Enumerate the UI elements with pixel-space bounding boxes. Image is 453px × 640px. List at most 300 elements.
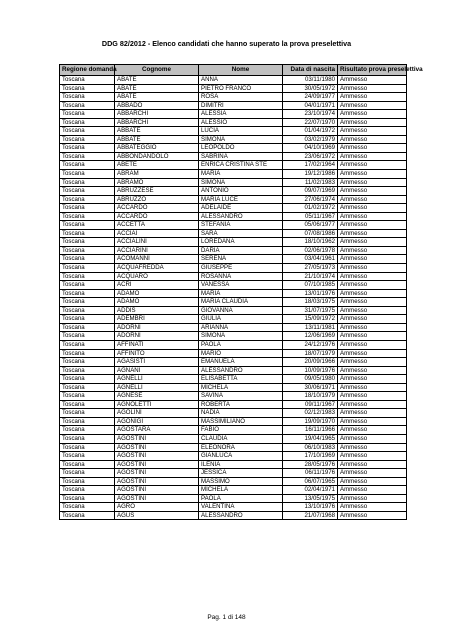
- cell-birthdate: 11/02/1983: [283, 178, 338, 187]
- cell-region: Toscana: [60, 409, 115, 418]
- header-surname: Cognome: [115, 65, 199, 76]
- cell-birthdate: 01/02/1972: [283, 204, 338, 213]
- cell-result: Ammesso: [338, 101, 407, 110]
- cell-birthdate: 07/10/1985: [283, 281, 338, 290]
- cell-birthdate: 19/09/1970: [283, 417, 338, 426]
- table-row: [60, 306, 407, 315]
- cell-result: Ammesso: [338, 340, 407, 349]
- cell-region: Toscana: [60, 494, 115, 503]
- cell-birthdate: 12/06/1969: [283, 332, 338, 341]
- cell-name: MARIO: [199, 349, 283, 358]
- cell-result: Ammesso: [338, 400, 407, 409]
- cell-birthdate: 09/11/1967: [283, 400, 338, 409]
- cell-result: Ammesso: [338, 264, 407, 273]
- cell-name: JESSICA: [199, 469, 283, 478]
- cell-surname: AFFINITO: [115, 349, 199, 358]
- cell-result: Ammesso: [338, 127, 407, 136]
- cell-birthdate: 21/10/1974: [283, 272, 338, 281]
- cell-region: Toscana: [60, 204, 115, 213]
- cell-region: Toscana: [60, 469, 115, 478]
- cell-surname: ACQUAFREDDA: [115, 264, 199, 273]
- cell-region: Toscana: [60, 323, 115, 332]
- table-row: [60, 221, 407, 230]
- cell-birthdate: 30/06/1971: [283, 383, 338, 392]
- cell-surname: ADAMO: [115, 298, 199, 307]
- cell-region: Toscana: [60, 375, 115, 384]
- cell-surname: AGOLINI: [115, 409, 199, 418]
- table-row: [60, 93, 407, 102]
- cell-surname: AGUS: [115, 511, 199, 520]
- table-row: [60, 392, 407, 401]
- cell-region: Toscana: [60, 332, 115, 341]
- cell-region: Toscana: [60, 392, 115, 401]
- cell-birthdate: 23/10/1974: [283, 110, 338, 119]
- cell-birthdate: 06/07/1965: [283, 477, 338, 486]
- cell-surname: ACCIALINI: [115, 238, 199, 247]
- cell-surname: AGNESE: [115, 392, 199, 401]
- table-row: [60, 229, 407, 238]
- cell-result: Ammesso: [338, 76, 407, 85]
- cell-region: Toscana: [60, 281, 115, 290]
- cell-region: Toscana: [60, 417, 115, 426]
- cell-name: SERENA: [199, 255, 283, 264]
- table-row: [60, 152, 407, 161]
- table-row: [60, 460, 407, 469]
- cell-region: Toscana: [60, 229, 115, 238]
- cell-result: Ammesso: [338, 272, 407, 281]
- cell-name: LOREDANA: [199, 238, 283, 247]
- table-row: [60, 127, 407, 136]
- cell-name: ALESSANDRO: [199, 212, 283, 221]
- cell-surname: ADAMO: [115, 289, 199, 298]
- cell-name: GIULIA: [199, 315, 283, 324]
- cell-name: ALESSANDRO: [199, 366, 283, 375]
- cell-name: MASSIMILIANO: [199, 417, 283, 426]
- cell-result: Ammesso: [338, 195, 407, 204]
- cell-result: Ammesso: [338, 170, 407, 179]
- cell-birthdate: 27/05/1973: [283, 264, 338, 273]
- cell-name: VANESSA: [199, 281, 283, 290]
- cell-name: MARIA CLAUDIA: [199, 298, 283, 307]
- cell-surname: ABATE: [115, 93, 199, 102]
- cell-result: Ammesso: [338, 118, 407, 127]
- cell-result: Ammesso: [338, 494, 407, 503]
- cell-surname: ABATE: [115, 84, 199, 93]
- cell-region: Toscana: [60, 477, 115, 486]
- cell-region: Toscana: [60, 178, 115, 187]
- table-row: [60, 417, 407, 426]
- table-row: [60, 323, 407, 332]
- cell-name: ELEONORA: [199, 443, 283, 452]
- cell-region: Toscana: [60, 195, 115, 204]
- table-row: [60, 443, 407, 452]
- cell-result: Ammesso: [338, 281, 407, 290]
- cell-surname: AGNANI: [115, 366, 199, 375]
- cell-surname: AGOSTINI: [115, 469, 199, 478]
- cell-result: Ammesso: [338, 503, 407, 512]
- cell-birthdate: 17/02/1964: [283, 161, 338, 170]
- cell-region: Toscana: [60, 383, 115, 392]
- table-row: [60, 383, 407, 392]
- cell-region: Toscana: [60, 170, 115, 179]
- cell-surname: AGNOLETTI: [115, 400, 199, 409]
- table-row: [60, 272, 407, 281]
- table-row: [60, 212, 407, 221]
- cell-result: Ammesso: [338, 315, 407, 324]
- cell-result: Ammesso: [338, 161, 407, 170]
- cell-region: Toscana: [60, 152, 115, 161]
- cell-name: MASSIMO: [199, 477, 283, 486]
- cell-result: Ammesso: [338, 332, 407, 341]
- table-row: [60, 187, 407, 196]
- cell-birthdate: 05/11/1967: [283, 212, 338, 221]
- cell-region: Toscana: [60, 127, 115, 136]
- cell-name: ROSANNA: [199, 272, 283, 281]
- cell-surname: ACRI: [115, 281, 199, 290]
- cell-name: GIOVANNA: [199, 306, 283, 315]
- table-row: [60, 238, 407, 247]
- cell-region: Toscana: [60, 264, 115, 273]
- cell-region: Toscana: [60, 298, 115, 307]
- table-row: [60, 76, 407, 85]
- cell-birthdate: 13/11/1981: [283, 323, 338, 332]
- cell-region: Toscana: [60, 503, 115, 512]
- cell-birthdate: 01/04/1972: [283, 127, 338, 136]
- cell-name: ALESSIO: [199, 118, 283, 127]
- cell-name: NADIA: [199, 409, 283, 418]
- cell-name: MARIA LUCE: [199, 195, 283, 204]
- table-row: [60, 144, 407, 153]
- cell-name: ANNA: [199, 76, 283, 85]
- cell-birthdate: 02/04/1971: [283, 486, 338, 495]
- cell-region: Toscana: [60, 246, 115, 255]
- cell-birthdate: 03/11/1980: [283, 76, 338, 85]
- table-row: [60, 469, 407, 478]
- cell-birthdate: 13/05/1975: [283, 494, 338, 503]
- table-row: [60, 178, 407, 187]
- cell-region: Toscana: [60, 426, 115, 435]
- cell-region: Toscana: [60, 238, 115, 247]
- cell-surname: ABRUZZO: [115, 195, 199, 204]
- cell-birthdate: 03/04/1961: [283, 255, 338, 264]
- cell-name: MARIA: [199, 170, 283, 179]
- cell-region: Toscana: [60, 340, 115, 349]
- cell-result: Ammesso: [338, 84, 407, 93]
- document-title: DDG 82/2012 - Elenco candidati che hanno superato la prova preselettiva: [101, 39, 352, 48]
- cell-birthdate: 15/09/1972: [283, 315, 338, 324]
- cell-birthdate: 17/10/1969: [283, 452, 338, 461]
- cell-surname: ADEMBRI: [115, 315, 199, 324]
- cell-region: Toscana: [60, 460, 115, 469]
- table-row: [60, 135, 407, 144]
- cell-result: Ammesso: [338, 366, 407, 375]
- cell-name: ALESSIA: [199, 110, 283, 119]
- cell-region: Toscana: [60, 315, 115, 324]
- cell-region: Toscana: [60, 486, 115, 495]
- cell-birthdate: 02/06/1978: [283, 246, 338, 255]
- cell-result: Ammesso: [338, 409, 407, 418]
- cell-result: Ammesso: [338, 212, 407, 221]
- cell-name: CLAUDIA: [199, 434, 283, 443]
- cell-surname: ABRAMO: [115, 178, 199, 187]
- cell-result: Ammesso: [338, 417, 407, 426]
- cell-birthdate: 22/07/1970: [283, 118, 338, 127]
- cell-result: Ammesso: [338, 306, 407, 315]
- cell-result: Ammesso: [338, 238, 407, 247]
- cell-result: Ammesso: [338, 93, 407, 102]
- cell-name: ARIANNA: [199, 323, 283, 332]
- table-row: [60, 84, 407, 93]
- header-region: Regione domanda: [60, 65, 115, 76]
- cell-name: SAVINA: [199, 392, 283, 401]
- cell-birthdate: 31/07/1975: [283, 306, 338, 315]
- table-row: [60, 332, 407, 341]
- cell-region: Toscana: [60, 358, 115, 367]
- cell-birthdate: 27/06/1974: [283, 195, 338, 204]
- cell-result: Ammesso: [338, 375, 407, 384]
- cell-region: Toscana: [60, 144, 115, 153]
- cell-surname: AFFINATI: [115, 340, 199, 349]
- cell-surname: AGOSTINI: [115, 494, 199, 503]
- cell-surname: ABATE: [115, 76, 199, 85]
- cell-surname: ABBARCHI: [115, 110, 199, 119]
- cell-name: SIMONA: [199, 135, 283, 144]
- cell-birthdate: 13/10/1976: [283, 503, 338, 512]
- cell-surname: AGOSTINI: [115, 434, 199, 443]
- cell-name: ADELAIDE: [199, 204, 283, 213]
- cell-result: Ammesso: [338, 289, 407, 298]
- cell-surname: ABETE: [115, 161, 199, 170]
- cell-region: Toscana: [60, 434, 115, 443]
- cell-name: LUCIA: [199, 127, 283, 136]
- cell-result: Ammesso: [338, 460, 407, 469]
- cell-surname: ACQUARO: [115, 272, 199, 281]
- table-row: [60, 161, 407, 170]
- cell-result: Ammesso: [338, 229, 407, 238]
- cell-surname: ACCARDO: [115, 204, 199, 213]
- table-row: [60, 486, 407, 495]
- cell-result: Ammesso: [338, 358, 407, 367]
- table-row: [60, 358, 407, 367]
- cell-birthdate: 09/07/1969: [283, 187, 338, 196]
- cell-result: Ammesso: [338, 221, 407, 230]
- cell-birthdate: 06/10/1983: [283, 443, 338, 452]
- cell-result: Ammesso: [338, 383, 407, 392]
- cell-result: Ammesso: [338, 469, 407, 478]
- cell-birthdate: 07/08/1986: [283, 229, 338, 238]
- cell-result: Ammesso: [338, 144, 407, 153]
- cell-region: Toscana: [60, 187, 115, 196]
- table-row: [60, 101, 407, 110]
- cell-surname: ABBARCHI: [115, 118, 199, 127]
- cell-result: Ammesso: [338, 426, 407, 435]
- cell-surname: AGASISTI: [115, 358, 199, 367]
- table-row: [60, 494, 407, 503]
- cell-surname: ADDIS: [115, 306, 199, 315]
- cell-surname: AGOSTINI: [115, 443, 199, 452]
- cell-region: Toscana: [60, 400, 115, 409]
- cell-region: Toscana: [60, 443, 115, 452]
- cell-name: ENRICA CRISTINA STE: [199, 161, 283, 170]
- cell-birthdate: 18/10/1962: [283, 238, 338, 247]
- cell-result: Ammesso: [338, 152, 407, 161]
- table-row: [60, 281, 407, 290]
- cell-region: Toscana: [60, 212, 115, 221]
- cell-birthdate: 18/10/1979: [283, 392, 338, 401]
- cell-surname: ABBONDANDOLO: [115, 152, 199, 161]
- cell-region: Toscana: [60, 306, 115, 315]
- cell-result: Ammesso: [338, 298, 407, 307]
- table-row: [60, 366, 407, 375]
- cell-surname: ACOMANNI: [115, 255, 199, 264]
- table-body: [60, 76, 407, 520]
- cell-birthdate: 13/01/1976: [283, 289, 338, 298]
- cell-result: Ammesso: [338, 477, 407, 486]
- cell-name: MARIA: [199, 289, 283, 298]
- table-row: [60, 264, 407, 273]
- cell-name: GIANLUCA: [199, 452, 283, 461]
- header-birthdate: Data di nascita: [283, 65, 338, 76]
- cell-name: SIMONA: [199, 178, 283, 187]
- cell-name: DARIA: [199, 246, 283, 255]
- table-row: [60, 477, 407, 486]
- table-header-row: [60, 65, 407, 76]
- cell-region: Toscana: [60, 349, 115, 358]
- cell-region: Toscana: [60, 289, 115, 298]
- cell-result: Ammesso: [338, 246, 407, 255]
- cell-birthdate: 06/11/1976: [283, 469, 338, 478]
- cell-name: ALESSANDRO: [199, 511, 283, 520]
- table-row: [60, 110, 407, 119]
- cell-result: Ammesso: [338, 323, 407, 332]
- cell-surname: ACCIAI: [115, 229, 199, 238]
- table-row: [60, 298, 407, 307]
- cell-name: ANTONIO: [199, 187, 283, 196]
- table-row: [60, 255, 407, 264]
- cell-result: Ammesso: [338, 135, 407, 144]
- cell-surname: ABRAM: [115, 170, 199, 179]
- cell-birthdate: 04/01/1971: [283, 101, 338, 110]
- cell-birthdate: 04/10/1969: [283, 144, 338, 153]
- cell-name: PIETRO FRANCO: [199, 84, 283, 93]
- cell-name: MICHELA: [199, 383, 283, 392]
- header-result: Risultato prova preselettiva: [338, 65, 407, 76]
- cell-name: ELISABETTA: [199, 375, 283, 384]
- cell-result: Ammesso: [338, 110, 407, 119]
- table-row: [60, 503, 407, 512]
- cell-name: ILENIA: [199, 460, 283, 469]
- table-row: [60, 409, 407, 418]
- cell-surname: ACCIARINI: [115, 246, 199, 255]
- table-row: [60, 400, 407, 409]
- cell-name: ROSA: [199, 93, 283, 102]
- cell-birthdate: 19/12/1986: [283, 170, 338, 179]
- table-row: [60, 170, 407, 179]
- table-row: [60, 195, 407, 204]
- cell-birthdate: 09/05/1980: [283, 375, 338, 384]
- table-row: [60, 289, 407, 298]
- cell-region: Toscana: [60, 511, 115, 520]
- cell-surname: ADORNI: [115, 323, 199, 332]
- table-row: [60, 246, 407, 255]
- header-name: Nome: [199, 65, 283, 76]
- cell-birthdate: 02/12/1983: [283, 409, 338, 418]
- page-number: Pag. 1 di 148: [207, 614, 246, 621]
- cell-result: Ammesso: [338, 434, 407, 443]
- cell-birthdate: 28/05/1976: [283, 460, 338, 469]
- table-row: [60, 315, 407, 324]
- cell-result: Ammesso: [338, 178, 407, 187]
- cell-birthdate: 19/04/1965: [283, 434, 338, 443]
- cell-name: MICHELA: [199, 486, 283, 495]
- table-row: [60, 426, 407, 435]
- cell-surname: ACCETTA: [115, 221, 199, 230]
- cell-surname: AGOSTINI: [115, 452, 199, 461]
- cell-name: EMANUELA: [199, 358, 283, 367]
- cell-result: Ammesso: [338, 187, 407, 196]
- cell-name: GIUSEPPE: [199, 264, 283, 273]
- cell-region: Toscana: [60, 101, 115, 110]
- cell-surname: AGNELLI: [115, 375, 199, 384]
- cell-birthdate: 05/06/1977: [283, 221, 338, 230]
- cell-surname: AGONIGI: [115, 417, 199, 426]
- table-row: [60, 340, 407, 349]
- cell-name: VALENTINA: [199, 503, 283, 512]
- cell-region: Toscana: [60, 76, 115, 85]
- cell-surname: ADORNI: [115, 332, 199, 341]
- cell-surname: ACCARDO: [115, 212, 199, 221]
- cell-birthdate: 23/06/1972: [283, 152, 338, 161]
- cell-name: LEOPOLDO: [199, 144, 283, 153]
- cell-name: STEFANIA: [199, 221, 283, 230]
- cell-birthdate: 24/12/1976: [283, 340, 338, 349]
- cell-birthdate: 21/07/1968: [283, 511, 338, 520]
- cell-region: Toscana: [60, 221, 115, 230]
- table-row: [60, 204, 407, 213]
- cell-region: Toscana: [60, 135, 115, 144]
- table-row: [60, 118, 407, 127]
- cell-region: Toscana: [60, 93, 115, 102]
- cell-birthdate: 18/03/1975: [283, 298, 338, 307]
- cell-region: Toscana: [60, 255, 115, 264]
- cell-name: SARA: [199, 229, 283, 238]
- table-row: [60, 375, 407, 384]
- cell-birthdate: 18/07/1979: [283, 349, 338, 358]
- cell-region: Toscana: [60, 366, 115, 375]
- table-row: [60, 349, 407, 358]
- cell-surname: AGNELLI: [115, 383, 199, 392]
- cell-birthdate: 16/11/1966: [283, 426, 338, 435]
- cell-result: Ammesso: [338, 392, 407, 401]
- cell-name: DIMITRI: [199, 101, 283, 110]
- cell-surname: ABBADO: [115, 101, 199, 110]
- cell-region: Toscana: [60, 452, 115, 461]
- cell-name: PAOLA: [199, 340, 283, 349]
- cell-surname: ABBATE: [115, 127, 199, 136]
- cell-name: PAOLA: [199, 494, 283, 503]
- cell-result: Ammesso: [338, 255, 407, 264]
- cell-birthdate: 20/09/1966: [283, 358, 338, 367]
- cell-result: Ammesso: [338, 349, 407, 358]
- cell-region: Toscana: [60, 118, 115, 127]
- cell-name: ROBERTA: [199, 400, 283, 409]
- cell-result: Ammesso: [338, 443, 407, 452]
- table-row: [60, 452, 407, 461]
- cell-birthdate: 30/05/1972: [283, 84, 338, 93]
- cell-surname: ABBATEGGIO: [115, 144, 199, 153]
- cell-region: Toscana: [60, 84, 115, 93]
- cell-surname: ABBATE: [115, 135, 199, 144]
